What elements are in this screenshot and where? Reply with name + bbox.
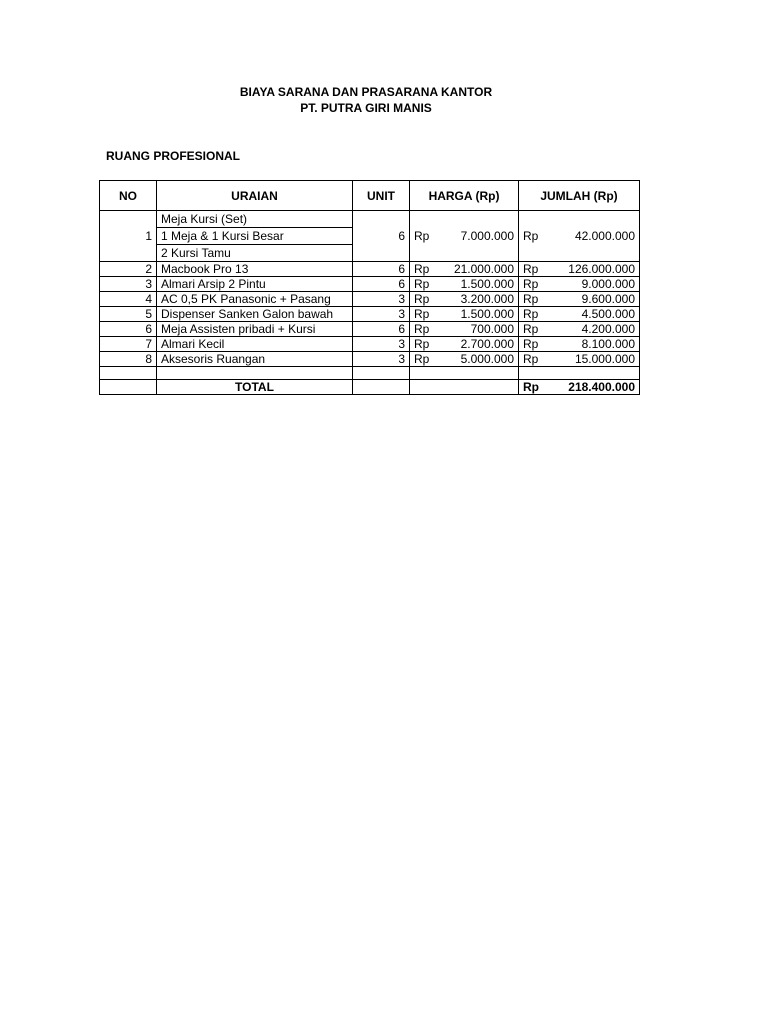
row-jumlah	[519, 211, 640, 262]
row-harga-value: 2.700.000	[460, 337, 514, 351]
row-jumlah	[519, 277, 640, 292]
total-empty-cell	[353, 380, 410, 395]
currency-label: Rp	[414, 229, 430, 243]
row-description: Dispenser Sanken Galon bawah	[157, 307, 353, 322]
row-number: 2	[100, 262, 157, 277]
currency-label: Rp	[523, 307, 539, 321]
currency-label: Rp	[523, 322, 539, 336]
row-jumlah-value: 42.000.000	[574, 229, 635, 243]
row-number: 6	[100, 322, 157, 337]
empty-cell	[157, 367, 353, 380]
empty-cell	[353, 367, 410, 380]
table-row	[100, 292, 640, 307]
row-harga-value: 1.500.000	[460, 277, 514, 291]
row-harga-value: 1.500.000	[460, 307, 514, 321]
cost-table	[99, 180, 640, 395]
total-row	[100, 380, 640, 395]
col-header-jumlah: JUMLAH (Rp)	[519, 181, 640, 211]
currency-label: Rp	[414, 307, 430, 321]
row-unit: 6	[353, 262, 410, 277]
row-number: 5	[100, 307, 157, 322]
row-number: 4	[100, 292, 157, 307]
row-harga-value: 5.000.000	[460, 352, 514, 366]
row-harga	[410, 322, 519, 337]
table-row	[100, 307, 640, 322]
total-amount	[519, 380, 640, 395]
section-title: RUANG PROFESIONAL	[106, 149, 241, 163]
currency-label: Rp	[523, 229, 539, 243]
row-description: AC 0,5 PK Panasonic + Pasang	[157, 292, 353, 307]
table-row	[100, 277, 640, 292]
row-harga	[410, 337, 519, 352]
row-jumlah-value: 126.000.000	[568, 262, 635, 276]
empty-cell	[100, 367, 157, 380]
row-harga	[410, 262, 519, 277]
table-row	[100, 322, 640, 337]
row-jumlah-value: 9.000.000	[581, 277, 635, 291]
row-description	[157, 211, 353, 262]
empty-cell	[410, 367, 519, 380]
row-jumlah-value: 4.200.000	[581, 322, 635, 336]
row-number: 1	[100, 211, 157, 262]
table-row	[100, 262, 640, 277]
col-header-unit: UNIT	[353, 181, 410, 211]
row-description: Meja Assisten pribadi + Kursi	[157, 322, 353, 337]
currency-label: Rp	[523, 380, 539, 394]
row-jumlah	[519, 307, 640, 322]
col-header-uraian: URAIAN	[157, 181, 353, 211]
col-header-harga: HARGA (Rp)	[410, 181, 519, 211]
currency-label: Rp	[414, 277, 430, 291]
table-row	[100, 352, 640, 367]
row-number: 3	[100, 277, 157, 292]
row-harga	[410, 211, 519, 262]
row-harga-value: 7.000.000	[460, 229, 514, 243]
row-jumlah-value: 15.000.000	[574, 352, 635, 366]
row-unit: 6	[353, 277, 410, 292]
row-harga-value: 3.200.000	[460, 292, 514, 306]
col-header-no: NO	[100, 181, 157, 211]
row-harga	[410, 307, 519, 322]
currency-label: Rp	[523, 292, 539, 306]
row-jumlah	[519, 262, 640, 277]
row-harga	[410, 277, 519, 292]
currency-label: Rp	[414, 292, 430, 306]
currency-label: Rp	[414, 262, 430, 276]
row-harga	[410, 352, 519, 367]
row-unit: 6	[353, 211, 410, 262]
total-label: TOTAL	[157, 380, 353, 395]
row-sub-item: 1 Meja & 1 Kursi Besar	[157, 228, 352, 245]
empty-cell	[519, 367, 640, 380]
currency-label: Rp	[523, 337, 539, 351]
row-description: Almari Kecil	[157, 337, 353, 352]
row-jumlah-value: 9.600.000	[581, 292, 635, 306]
row-sub-item: 2 Kursi Tamu	[161, 246, 231, 260]
row-unit: 3	[353, 337, 410, 352]
row-description: Macbook Pro 13	[157, 262, 353, 277]
row-jumlah	[519, 292, 640, 307]
company-name: PT. PUTRA GIRI MANIS	[300, 101, 432, 115]
row-description: Aksesoris Ruangan	[157, 352, 353, 367]
row-jumlah	[519, 322, 640, 337]
total-empty-cell	[100, 380, 157, 395]
currency-label: Rp	[523, 277, 539, 291]
empty-row	[100, 367, 640, 380]
table-row	[100, 211, 640, 262]
row-unit: 3	[353, 292, 410, 307]
total-empty-cell	[410, 380, 519, 395]
currency-label: Rp	[414, 322, 430, 336]
table-row	[100, 337, 640, 352]
document-title: BIAYA SARANA DAN PRASARANA KANTOR	[239, 85, 493, 99]
currency-label: Rp	[414, 337, 430, 351]
currency-label: Rp	[414, 352, 430, 366]
row-harga	[410, 292, 519, 307]
row-number: 7	[100, 337, 157, 352]
row-unit: 3	[353, 352, 410, 367]
row-harga-value: 21.000.000	[453, 262, 514, 276]
currency-label: Rp	[523, 352, 539, 366]
row-jumlah	[519, 337, 640, 352]
currency-label: Rp	[523, 262, 539, 276]
table-header-row	[100, 181, 640, 211]
row-number: 8	[100, 352, 157, 367]
row-jumlah-value: 8.100.000	[581, 337, 635, 351]
row-jumlah-value: 4.500.000	[581, 307, 635, 321]
row-jumlah	[519, 352, 640, 367]
row-description: Almari Arsip 2 Pintu	[157, 277, 353, 292]
row-harga-value: 700.000	[470, 322, 514, 336]
row-sub-item: Meja Kursi (Set)	[157, 211, 352, 228]
row-unit: 6	[353, 322, 410, 337]
total-amount-value: 218.400.000	[568, 380, 635, 394]
row-unit: 3	[353, 307, 410, 322]
